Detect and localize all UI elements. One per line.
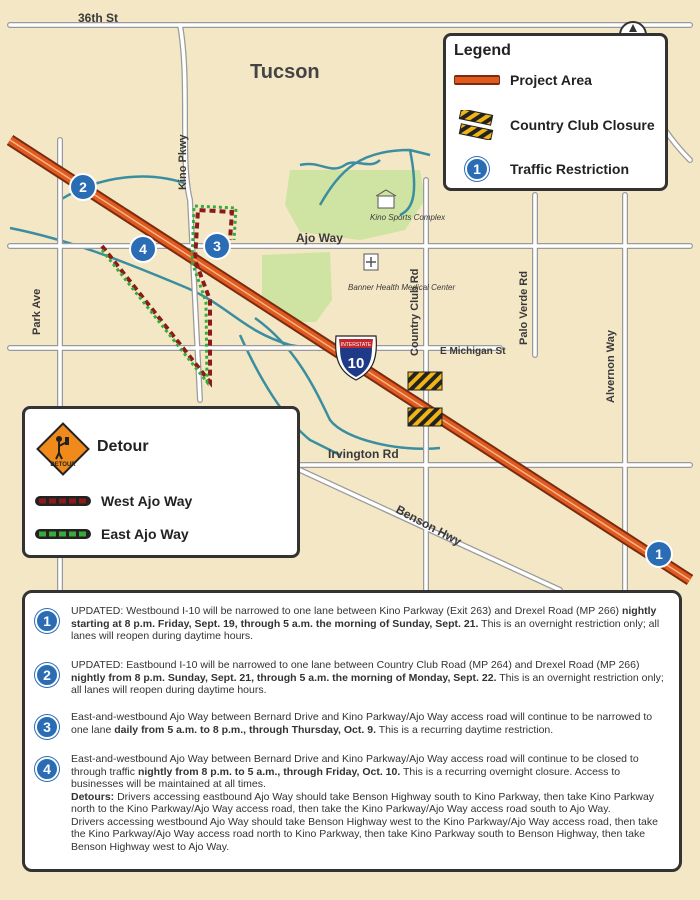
map-marker-3	[204, 233, 230, 259]
restriction-item-1	[35, 605, 667, 643]
restriction-number-2: 2	[35, 663, 59, 687]
restriction-text-3: East-and-westbound Ajo Way between Bernard Drive and Kino Parkway/Ajo Way access road will continue to be narrowed to one lane daily from 5 a.m. to 8 p.m., through Thursday, Oct. 9. This is a recurring daytime restriction.	[71, 711, 653, 736]
detours-label: Detours:	[71, 790, 115, 803]
detour-label-west: West Ajo Way	[101, 493, 193, 509]
detour-title: Detour	[97, 438, 149, 455]
legend-label-project-area: Project Area	[510, 72, 592, 88]
restriction-item-2	[35, 659, 667, 697]
restriction-number-4: 4	[35, 757, 59, 781]
svg-text:2: 2	[79, 179, 87, 195]
legend-item-project-area	[454, 72, 592, 88]
interstate-number: 10	[347, 355, 365, 372]
detour-item-west	[35, 493, 192, 509]
closure-barricade-icon	[454, 110, 500, 140]
legend-panel	[443, 33, 668, 191]
interstate-label: INTERSTATE	[340, 342, 372, 348]
svg-text:1: 1	[655, 546, 663, 562]
project-area-line-icon	[454, 73, 500, 87]
restriction-number-1: 1	[35, 609, 59, 633]
restrictions-panel	[22, 590, 682, 872]
legend-label-closure: Country Club Closure	[510, 117, 655, 133]
legend-label-restriction: Traffic Restriction	[510, 161, 630, 177]
detour-sign-text: DETOUR	[50, 462, 76, 468]
street-label-irvington: Irvington Rd	[328, 447, 399, 461]
restriction-text-4: East-and-westbound Ajo Way between Bernard Drive and Kino Parkway/Ajo Way access road will continue to be closed to through traffic nightly from 8 p.m. to 5 a.m., through Friday, Oct. 10. This is a recurring overnight closure. Access to businesses will be maintained at all times. Detours: Drivers accessing eastbound Ajo Way should take Benson Highway south to Kino Parkway, then take Kino Parkway north to the Kino Parkway/Ajo Way access road, then take the Kino Parkway/Ajo Way access road south to Ajo Way. Drivers accessing westbound Ajo Way should take Benson Highway west to the Kino Parkway/Ajo Way access road, then take the Kino Parkway/Ajo Way access road north to Kino Parkway, then take Kino Parkway south to Benson Highway, then take Benson Highway west to Ajo Way.	[71, 753, 658, 853]
street-label-park-ave: Park Ave	[31, 288, 43, 335]
street-label-36th: 36th St	[78, 11, 119, 25]
restriction-text-1: UPDATED: Westbound I-10 will be narrowed to one lane between Kino Parkway (Exit 263) and Drexel Road (MP 266) nightly starting at 8 p.m. Friday, Sept. 19, through 5 a.m. the morning of Sunday, Sept. 21. This is an overnight restriction only; all lanes will reopen during daytime hours.	[71, 605, 660, 642]
street-label-palo-verde: Palo Verde Rd	[518, 271, 530, 345]
map-marker-4	[130, 236, 156, 262]
banner-health-label	[348, 283, 456, 292]
street-label-country-club: Country Club Rd	[409, 268, 421, 356]
map-marker-1	[646, 541, 672, 567]
detour-item-east	[35, 526, 189, 542]
restriction-text-2: UPDATED: Eastbound I-10 will be narrowed to one lane between Country Club Road (MP 264) and Drexel Road (MP 266) nightly from 8 p.m. Sunday, Sept. 21, through 5 a.m. the morning of Monday, Sept. 22. This is an overnight restriction only; all lanes will reopen during daytime hours.	[71, 659, 664, 696]
street-label-ajo-way: Ajo Way	[296, 231, 343, 245]
detour-sign-icon	[35, 421, 91, 477]
banner-health-icon	[364, 254, 378, 270]
east-ajo-way-line-icon	[35, 529, 91, 539]
kino-sports-complex-text: Kino Sports Complex	[370, 213, 446, 222]
restriction-item-4	[35, 753, 667, 853]
map-marker-2	[70, 174, 96, 200]
banner-health-text: Banner Health Medical Center	[348, 283, 456, 292]
detour-label-east: East Ajo Way	[101, 526, 189, 542]
restriction-number-3: 3	[35, 715, 59, 739]
restriction-badge-icon: 1	[465, 157, 489, 181]
street-label-alvernon: Alvernon Way	[605, 330, 617, 403]
legend-item-restriction	[454, 157, 629, 181]
detour-legend-panel	[22, 406, 300, 558]
svg-text:4: 4	[139, 241, 147, 257]
legend-title: Legend	[454, 42, 511, 59]
west-ajo-way-line-icon	[35, 496, 91, 506]
city-label: Tucson	[250, 61, 320, 83]
street-label-benson-hwy: Benson Hwy	[393, 502, 464, 549]
restriction-item-3	[35, 711, 667, 739]
legend-item-closure	[454, 110, 655, 140]
svg-text:3: 3	[213, 238, 221, 254]
street-label-kino-pkwy: Kino Pkwy	[177, 134, 189, 190]
kino-sports-park	[285, 170, 425, 240]
street-label-michigan: E Michigan St	[440, 346, 506, 357]
kino-sports-complex-label	[370, 213, 446, 222]
